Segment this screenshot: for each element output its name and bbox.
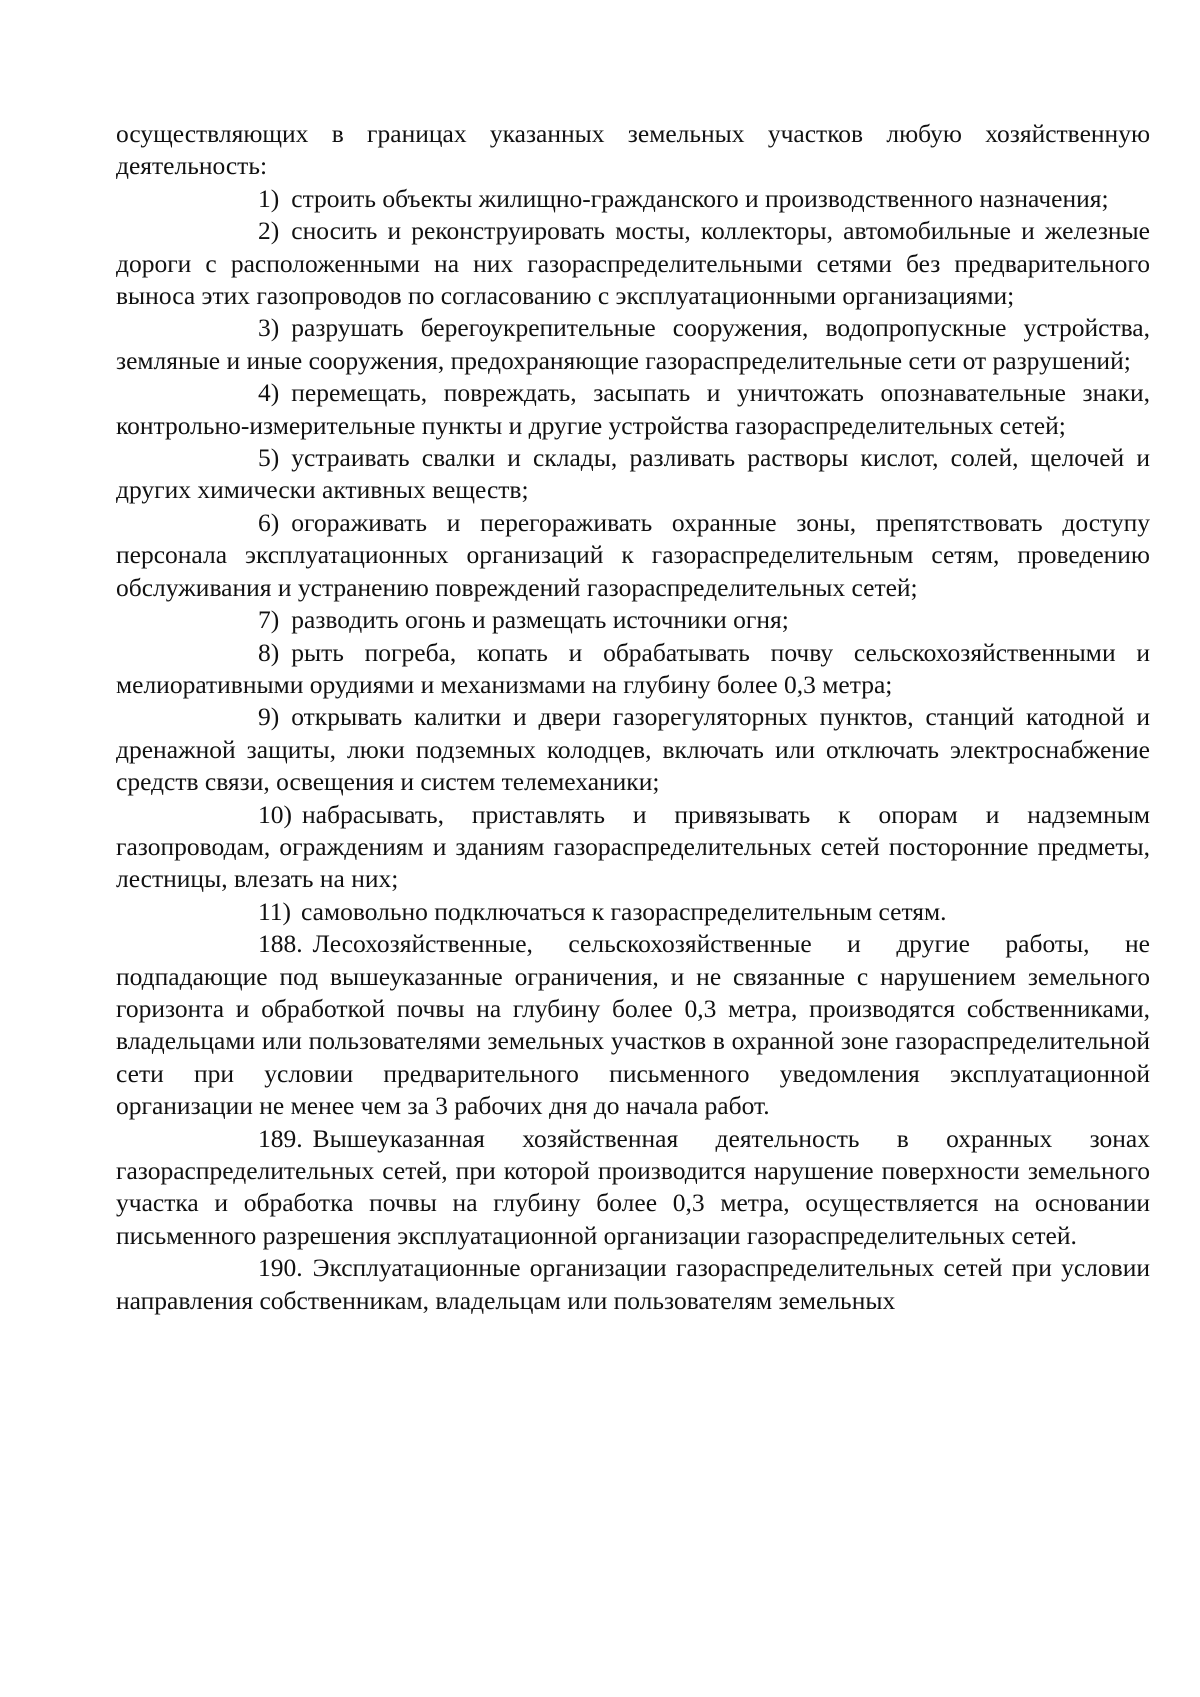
clause-188	[116, 928, 1150, 1122]
list-item-text: разрушать берегоукрепительные сооружения, водопропускные устройства, земляные и иные сооружения, предохраняющие газораспределительные сети от разрушений;	[116, 313, 1150, 375]
list-item-text: самовольно подключаться к газораспределительным сетям.	[301, 896, 947, 926]
list-item-8	[116, 637, 1150, 702]
clause-text: Лесохозяйственные, сельскохозяйственные и другие работы, не подпадающие под вышеуказанные ограничения, и не связанные с нарушением земельного горизонта и обработкой почвы на глубину более 0,3 метра, производятся собственниками, владельцами или пользователями земельных участков в охранной зоне газораспределительной сети при условии предварительного письменного уведомления эксплуатационной организации не менее чем за 3 рабочих дня до начала работ.	[116, 929, 1150, 1121]
list-item-number: 1)	[258, 183, 280, 213]
list-item-text: рыть погреба, копать и обрабатывать почву сельскохозяйственными и мелиоративными орудиями и механизмами на глубину более 0,3 метра;	[116, 637, 1150, 699]
list-item-number: 3)	[258, 313, 280, 343]
list-item-number: 8)	[258, 637, 280, 667]
list-item-text: огораживать и перегораживать охранные зоны, препятствовать доступу персонала эксплуатационных организаций к газораспределительным сетям, проведению обслуживания и устранению повреждений газораспределительных сетей;	[116, 507, 1150, 602]
list-item-1	[116, 183, 1150, 215]
clause-190	[116, 1252, 1150, 1317]
list-item-6	[116, 507, 1150, 604]
list-item-text: строить объекты жилищно-гражданского и производственного назначения;	[291, 183, 1109, 213]
list-item-7	[116, 604, 1150, 636]
list-item-9	[116, 701, 1150, 798]
clause-number: 189.	[258, 1123, 303, 1153]
list-item-number: 10)	[258, 799, 292, 829]
list-item-text: набрасывать, приставлять и привязывать к опорам и надземным газопроводам, ограждениям и зданиям газораспределительных сетей посторонние предметы, лестницы, влезать на них;	[116, 799, 1150, 894]
list-item-number: 7)	[258, 605, 280, 635]
list-item-number: 6)	[258, 507, 280, 537]
list-item-3	[116, 312, 1150, 377]
clause-number: 190.	[258, 1253, 303, 1283]
list-item-number: 9)	[258, 702, 280, 732]
clause-number: 188.	[258, 929, 303, 959]
paragraph-intro	[116, 118, 1150, 183]
list-item-text: разводить огонь и размещать источники огня;	[291, 605, 789, 635]
clause-text: Эксплуатационные организации газораспределительных сетей при условии направления собственникам, владельцам или пользователям земельных	[116, 1253, 1150, 1315]
list-item-text: устраивать свалки и склады, разливать растворы кислот, солей, щелочей и других химически активных веществ;	[116, 443, 1150, 505]
list-item-10	[116, 799, 1150, 896]
paragraph-text: осуществляющих в границах указанных земельных участков любую хозяйственную деятельность:	[116, 119, 1150, 181]
list-item-number: 11)	[258, 896, 292, 926]
list-item-text: сносить и реконструировать мосты, коллекторы, автомобильные и железные дороги с расположенными на них газораспределительными сетями без предварительного выноса этих газопроводов по согласованию с эксплуатационными организациями;	[116, 216, 1150, 311]
list-item-number: 5)	[258, 443, 280, 473]
clause-text: Вышеуказанная хозяйственная деятельность в охранных зонах газораспределительных сетей, при которой производится нарушение поверхности земельного участка и обработка почвы на глубину более 0,3 метра, осуществляется на основании письменного разрешения эксплуатационной организации газораспределительных сетей.	[116, 1123, 1150, 1250]
list-item-2	[116, 215, 1150, 312]
document-page	[116, 118, 1150, 1317]
clause-189	[116, 1123, 1150, 1253]
list-item-4	[116, 377, 1150, 442]
list-item-5	[116, 442, 1150, 507]
list-item-number: 2)	[258, 216, 280, 246]
list-item-11	[116, 896, 1150, 928]
list-item-number: 4)	[258, 378, 280, 408]
list-item-text: перемещать, повреждать, засыпать и уничтожать опознавательные знаки, контрольно-измерительные пункты и другие устройства газораспределительных сетей;	[116, 378, 1150, 440]
list-item-text: открывать калитки и двери газорегуляторных пунктов, станций катодной и дренажной защиты, люки подземных колодцев, включать или отключать электроснабжение средств связи, освещения и систем телемеханики;	[116, 702, 1150, 797]
